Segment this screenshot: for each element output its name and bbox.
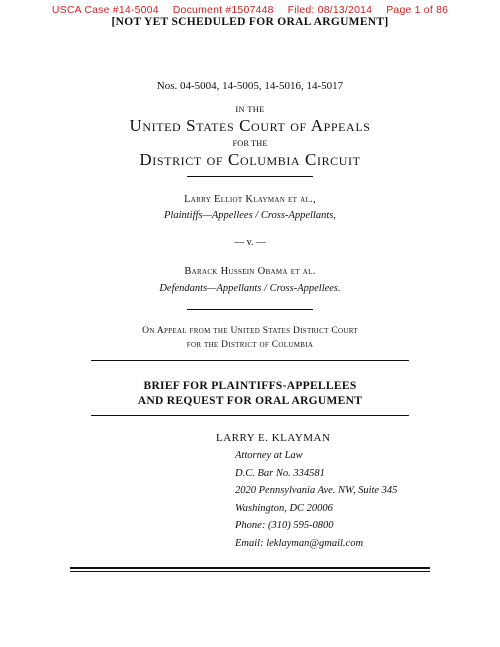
court-name: United States Court of Appeals (129, 116, 371, 135)
document-number-stamp: Document #1507448 (172, 4, 274, 16)
divider-brief (91, 415, 409, 416)
in-the-label: IN THE (235, 104, 265, 114)
brief-title-line-2: AND REQUEST FOR ORAL ARGUMENT (137, 395, 363, 407)
appeal-line-1: On Appeal from the United States District Court (142, 326, 358, 336)
counsel-title: Attorney at Law (235, 450, 303, 461)
counsel-name: LARRY E. KLAYMAN (216, 432, 331, 444)
appeal-line-2: for the District of Columbia (186, 340, 314, 350)
brief-title-line-1: BRIEF FOR PLAINTIFFS-APPELLEES (143, 380, 357, 392)
counsel-email: Email: leklayman@gmail.com (235, 537, 364, 549)
counsel-address-city: Washington, DC 20006 (235, 502, 333, 514)
for-the-label: FOR THE (232, 138, 268, 148)
divider-parties (187, 309, 313, 310)
bottom-rule-thick (70, 567, 430, 569)
filed-date-stamp: Filed: 08/13/2014 (287, 4, 373, 16)
defendants-role: Defendants—Appellants / Cross-Appellees. (159, 283, 341, 294)
defendants-name: Barack Hussein Obama et al. (184, 266, 316, 277)
counsel-block (211, 432, 397, 552)
versus-separator: — v. — (234, 237, 266, 248)
counsel-address-street: 2020 Pennsylvania Ave. NW, Suite 345 (235, 485, 398, 496)
divider-court (187, 176, 313, 177)
counsel-phone: Phone: (310) 595-0800 (235, 520, 334, 531)
circuit-name: District of Columbia Circuit (139, 150, 361, 169)
filing-header-stamp (0, 4, 500, 16)
plaintiffs-role: Plaintiffs—Appellees / Cross-Appellants, (164, 210, 336, 221)
bottom-rule-thin (70, 571, 430, 572)
counsel-bar-number: D.C. Bar No. 334581 (235, 467, 325, 479)
divider-appeal (91, 360, 409, 361)
scheduling-notice: [NOT YET SCHEDULED FOR ORAL ARGUMENT] (111, 16, 389, 28)
plaintiffs-name: Larry Elliot Klayman et al., (184, 194, 316, 205)
page-count-stamp: Page 1 of 86 (386, 4, 449, 16)
case-number-stamp: USCA Case #14-5004 (51, 4, 159, 16)
case-numbers: Nos. 04-5004, 14-5005, 14-5016, 14-5017 (156, 80, 344, 92)
